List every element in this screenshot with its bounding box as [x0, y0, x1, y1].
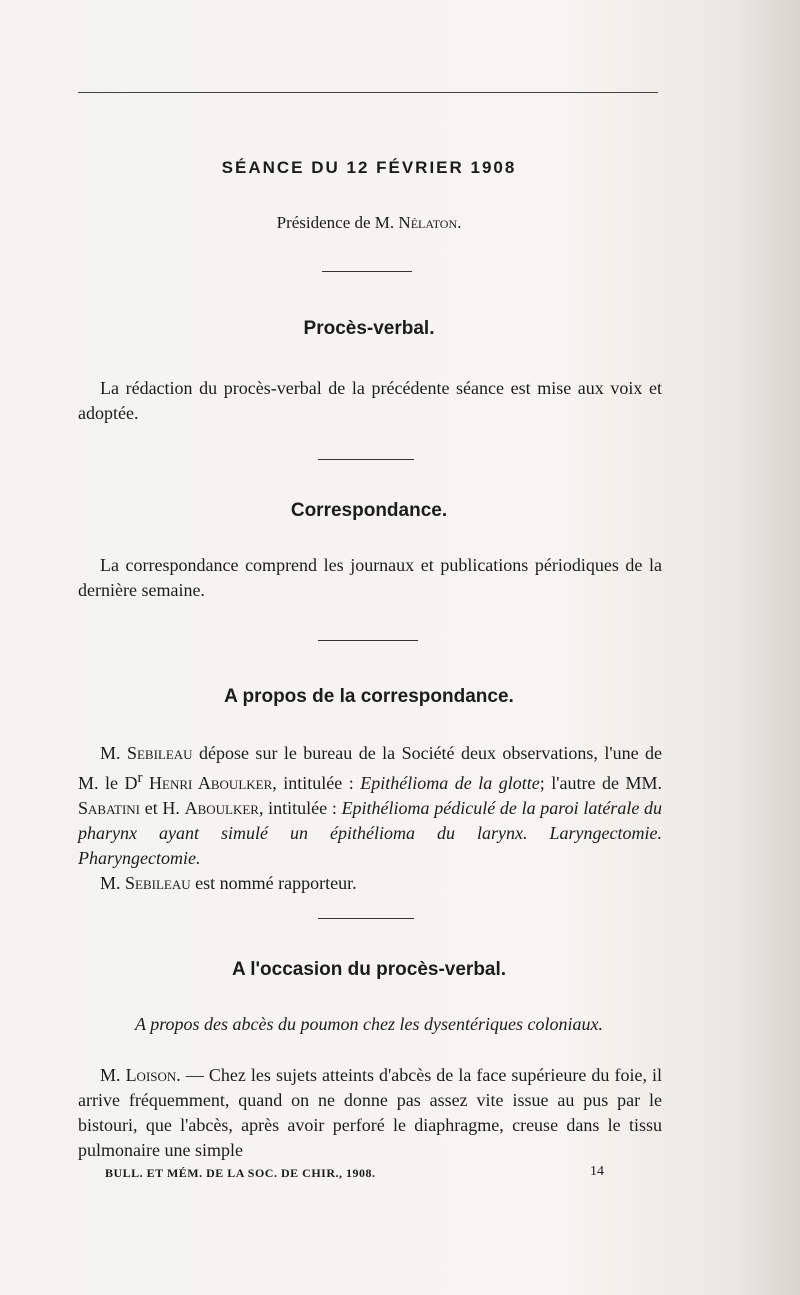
occasion-subheading: A propos des abcès du poumon chez les dysentériques coloniaux. [135, 1014, 603, 1034]
session-title: SÉANCE DU 12 FÉVRIER 1908 [221, 158, 517, 177]
person-name: Loison [125, 1065, 177, 1085]
observation-title: Epithélioma pédiculé de la paroi latérale du pharynx ayant simulé un épithélioma du larynx. Laryngectomie. Pharyngectomie. [78, 798, 662, 868]
text-run: , intitulée : [272, 773, 361, 793]
observation-title: Epithélioma de la glotte [360, 773, 540, 793]
person-name: Henri Aboulker [149, 773, 273, 793]
president-name: Nélaton [398, 213, 458, 232]
text-run: . — Chez les sujets atteints d'abcès de la face supérieure du foie, il arrive fréquemment, quand on ne donne pas assez vite issue au pus par le bistouri, que l'abcès, après avoir perforé le diaphragme, creuse dans le tissu pulmonaire une simple [78, 1065, 662, 1160]
text-run: dépose sur le bureau de la Société deux observations, l'une de M. le D [78, 743, 662, 793]
proces-verbal-text: La rédaction du procès-verbal de la précédente séance est mise aux voix et adoptée. [78, 378, 662, 423]
section-divider [318, 459, 414, 460]
superscript: r [137, 770, 143, 786]
correspondance-paragraph [78, 553, 662, 603]
proces-verbal-paragraph [78, 376, 662, 426]
a-propos-heading: A propos de la correspondance. [224, 686, 514, 707]
top-rule [78, 92, 658, 93]
correspondance-text: La correspondance comprend les journaux et publications périodiques de la dernière semaine. [78, 555, 662, 600]
rapporteur-text [78, 871, 662, 896]
text-run: et H. [140, 798, 185, 818]
text-run: M. [100, 873, 126, 893]
occasion-paragraph [78, 1063, 662, 1163]
text-run: , intitulée : [258, 798, 342, 818]
presidence-prefix: Présidence de M. [276, 213, 399, 232]
proces-verbal-heading: Procès-verbal. [303, 318, 435, 339]
occasion-heading: A l'occasion du procès-verbal. [231, 959, 507, 980]
presidence-line [0, 213, 738, 233]
footer-citation: BULL. ET MÉM. DE LA SOC. DE CHIR., 1908. [105, 1166, 376, 1180]
text-run: est nommé rapporteur. [190, 873, 357, 893]
text-run: M. [100, 743, 127, 763]
text-run: M. [100, 1065, 126, 1085]
presidence-suffix: . [457, 213, 462, 232]
person-name: Sebileau [126, 743, 193, 763]
page-number: 14 [590, 1164, 604, 1179]
a-propos-paragraph [78, 741, 662, 896]
section-divider [318, 918, 414, 919]
a-propos-text [78, 741, 662, 871]
person-name: Sabatini [78, 798, 141, 818]
person-name: Aboulker [184, 798, 259, 818]
correspondance-heading: Correspondance. [290, 500, 448, 521]
section-divider [322, 271, 412, 272]
section-divider [318, 640, 418, 641]
text-run: ; l'autre de MM. [539, 773, 663, 793]
person-name: Sebileau [125, 873, 191, 893]
loison-text [78, 1063, 662, 1163]
